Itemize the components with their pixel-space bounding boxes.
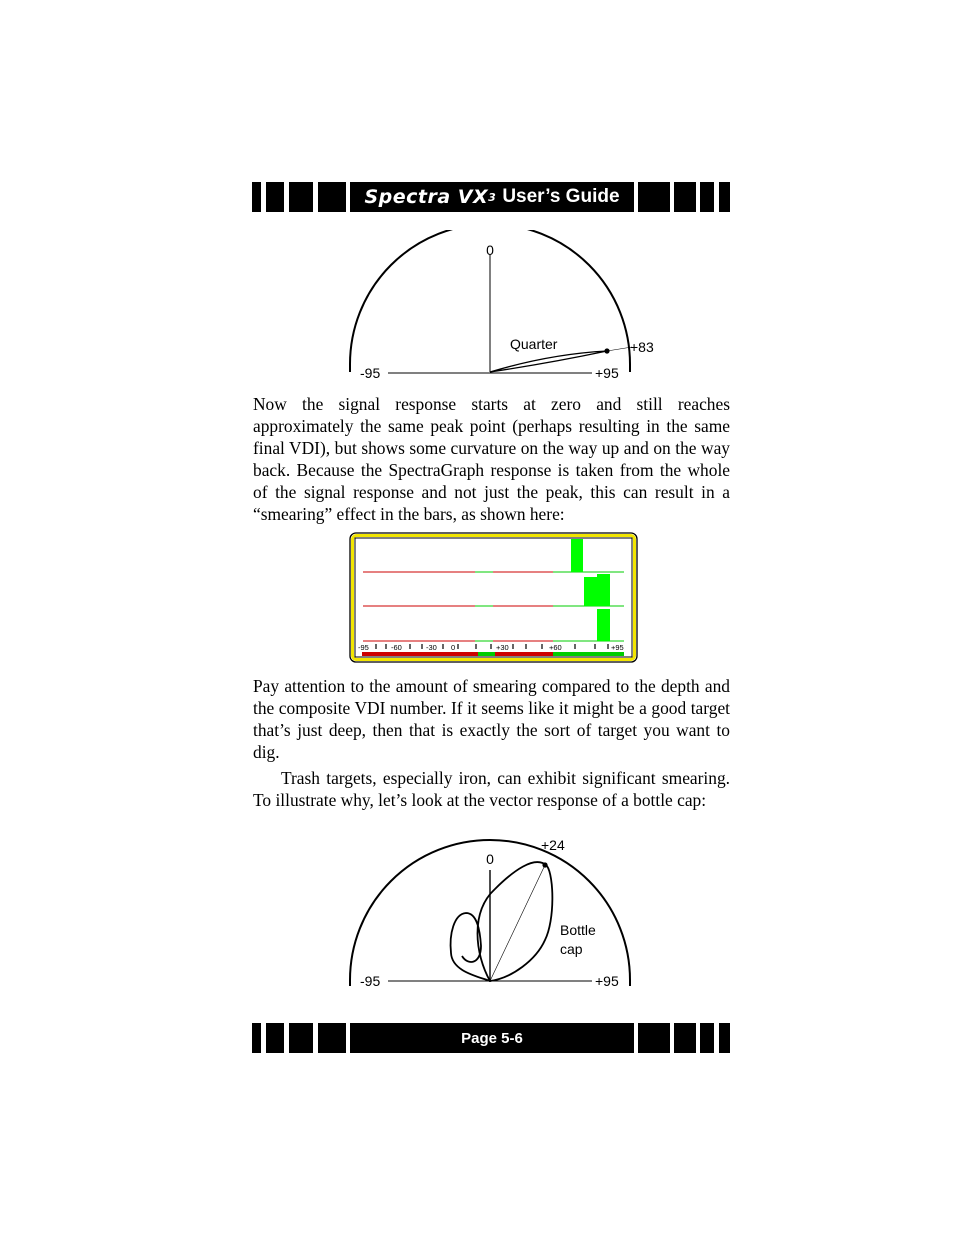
target-label-line-1: Bottle xyxy=(560,922,596,938)
footer-block xyxy=(638,1023,670,1053)
header-block xyxy=(252,182,261,212)
scale-label: -30 xyxy=(426,643,437,652)
discrimination-zone-bar xyxy=(362,652,624,656)
scale-label: -60 xyxy=(391,643,402,652)
quarter-vector-plot xyxy=(340,230,670,380)
brand-name: Spectra VX xyxy=(364,186,489,208)
left-label: -95 xyxy=(360,365,381,380)
header-block xyxy=(289,182,313,212)
target-label: Quarter xyxy=(510,336,558,352)
vdi-bar xyxy=(584,577,597,606)
vdi-bar xyxy=(571,539,583,572)
scale-label: +95 xyxy=(611,643,624,652)
header-block xyxy=(700,182,714,212)
vdi-bar xyxy=(597,574,610,606)
scale-label: +30 xyxy=(496,643,509,652)
footer-block xyxy=(252,1023,261,1053)
page-number: Page 5-6 xyxy=(350,1023,634,1053)
nonferrous-zone xyxy=(553,652,624,656)
right-label: +95 xyxy=(595,365,619,380)
header-block xyxy=(719,182,730,212)
ferrous-zone xyxy=(495,652,553,656)
bottle-cap-response-loop xyxy=(478,862,553,981)
vdi-bar xyxy=(597,609,610,641)
paragraph-3: Trash targets, especially iron, can exhibit significant smearing. To illustrate why, let’s look at the vector response of a bottle cap: xyxy=(253,768,730,810)
paragraph-1: Now the signal response starts at zero and still reaches approximately the same peak point (perhaps resulting in the same final VDI), but shows some curvature on the way up and on the way back. Because the SpectraGraph response is taken from the whole of the signal response and not just the peak, this can result in a “smearing” effect in the bars, as shown here: xyxy=(253,394,730,524)
header-block xyxy=(638,182,670,212)
spectragraph-display xyxy=(348,531,639,665)
header-bar xyxy=(252,182,730,212)
peak-label: +83 xyxy=(630,339,654,355)
peak-point xyxy=(604,348,609,353)
zero-label: 0 xyxy=(486,242,494,258)
header-title: User’s Guide xyxy=(502,186,620,207)
scale-label: 0 xyxy=(451,643,456,652)
footer-block xyxy=(266,1023,284,1053)
left-label: -95 xyxy=(360,973,381,989)
right-label: +95 xyxy=(595,973,619,989)
header-title-box xyxy=(350,182,634,212)
target-label-line-2: cap xyxy=(560,941,583,957)
peak-point xyxy=(542,862,547,867)
nonferrous-zone xyxy=(478,652,495,656)
footer-block xyxy=(318,1023,346,1053)
footer-block xyxy=(700,1023,714,1053)
footer-block xyxy=(289,1023,313,1053)
header-block xyxy=(266,182,284,212)
peak-vector-line xyxy=(490,865,545,981)
scale-label: +60 xyxy=(549,643,562,652)
zero-label: 0 xyxy=(486,851,494,867)
scale-label: -95 xyxy=(358,643,369,652)
footer-block xyxy=(719,1023,730,1053)
header-block xyxy=(318,182,346,212)
brand-superscript: 3 xyxy=(488,190,497,204)
quarter-response-loop xyxy=(490,351,607,372)
footer-block xyxy=(674,1023,696,1053)
peak-label: +24 xyxy=(541,837,565,853)
footer-bar xyxy=(252,1023,730,1053)
paragraph-2: Pay attention to the amount of smearing compared to the depth and the composite VDI number. If it seems like it might be a good target that’s just deep, then that is exactly the sort of target you want to dig. xyxy=(253,676,730,762)
ferrous-zone xyxy=(362,652,478,656)
bottle-cap-vector-plot xyxy=(340,834,670,994)
header-block xyxy=(674,182,696,212)
